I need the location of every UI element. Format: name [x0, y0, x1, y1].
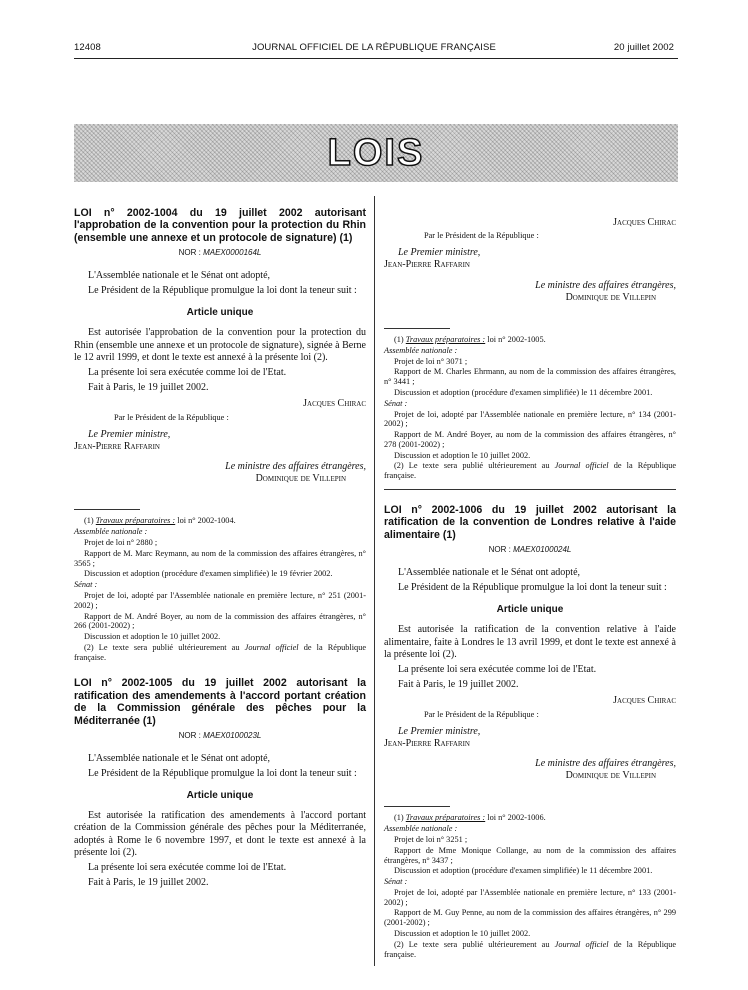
minister-title: Le ministre des affaires étrangères, — [535, 279, 676, 291]
article-text: Est autorisée l'approbation de la convention pour la protection du Rhin (ensemble une annexe et un protocole de signature), signée à Berne le 12 avril 1999, et dont le texte est annexé à la présente loi (2). — [74, 327, 366, 363]
execution-clause: La présente loi sera exécutée comme loi de l'Etat. — [88, 862, 287, 874]
preamble-adoption: L'Assemblée nationale et le Sénat ont adopté, — [398, 566, 581, 578]
prime-minister-name: Jean-Pierre Raffarin — [74, 440, 160, 452]
nor-code: MAEX0000164L — [203, 248, 262, 258]
footnote-item: Rapport de M. Marc Reymann, au nom de la commission des affaires étrangères, n° 3565 ; — [74, 548, 366, 568]
footnote-senate-heading: Sénat : — [384, 877, 408, 887]
footnote-rule — [384, 328, 450, 329]
law-2002-1005-continued — [384, 217, 676, 481]
article-heading: Article unique — [186, 307, 254, 319]
nor-reference: NOR : MAEX0100024L — [488, 545, 572, 555]
footnote-2: (2) Le texte sera publié ultérieurement au Journal officiel de la République française. — [74, 642, 367, 662]
right-column — [384, 217, 676, 960]
footnote-item: Discussion et adoption (procédure d'examen simplifiée) le 11 décembre 2001. — [394, 387, 653, 397]
column-divider — [374, 196, 375, 966]
article-text: Est autorisée la ratification des amendements à l'accord portant création de la Commission générale des pêches pour la Méditerranée, adoptés à Rome le 6 novembre 1997, et dont le texte est annexé à la présente loi (2). — [74, 810, 366, 858]
signature-president: Jacques Chirac — [613, 695, 676, 707]
footnote-assembly-heading: Assemblée nationale : — [384, 345, 458, 355]
section-band — [74, 124, 678, 182]
footnote-2: (2) Le texte sera publié ultérieurement au Journal officiel de la République française. — [384, 461, 677, 481]
header-rule — [74, 58, 678, 59]
signature-note: Par le Président de la République : — [424, 231, 539, 241]
footnote-item: Projet de loi, adopté par l'Assemblée nationale en première lecture, n° 251 (2001-2002) ; — [74, 590, 366, 610]
footnote-rule — [74, 509, 140, 510]
footnote-item: Discussion et adoption (procédure d'examen simplifiée) le 11 décembre 2001. — [394, 866, 653, 876]
place-date: Fait à Paris, le 19 juillet 2002. — [88, 877, 209, 889]
law-2002-1006 — [384, 504, 676, 959]
footnote-item: Discussion et adoption le 10 juillet 2002. — [394, 929, 531, 939]
footnotes — [384, 335, 676, 481]
preamble-promulgation: Le Président de la République promulgue la loi dont la teneur suit : — [398, 582, 667, 594]
footnote-senate-heading: Sénat : — [74, 580, 98, 590]
minister-name: Dominique de Villepin — [565, 291, 656, 303]
footnote-rule — [384, 806, 450, 807]
signature-president: Jacques Chirac — [613, 217, 676, 228]
law-title: LOI n° 2002-1006 du 19 juillet 2002 autorisant la ratification de la convention de Londres relative à l'aide alimentaire (1) — [384, 503, 676, 541]
footnote-item: Discussion et adoption le 10 juillet 2002. — [394, 450, 531, 460]
footnote-1-heading: (1) Travaux préparatoires : loi n° 2002-1005. — [394, 335, 546, 345]
minister-name: Dominique de Villepin — [255, 473, 346, 485]
footnote-senate-heading: Sénat : — [384, 398, 408, 408]
footnotes — [384, 813, 676, 959]
footnote-assembly-heading: Assemblée nationale : — [384, 824, 458, 834]
footnote-1-heading: (1) Travaux préparatoires : loi n° 2002-1004. — [84, 516, 236, 526]
left-column — [74, 207, 366, 892]
footnote-assembly-heading: Assemblée nationale : — [74, 527, 148, 537]
section-title: LOIS — [327, 132, 425, 174]
nor-reference: NOR : MAEX0100023L — [178, 730, 262, 740]
prime-minister-name: Jean-Pierre Raffarin — [384, 259, 470, 271]
footnote-item: Projet de loi n° 3071 ; — [394, 356, 468, 366]
footnote-item: Rapport de Mme Monique Collange, au nom de la commission des affaires étrangères, n° 3437 ; — [384, 845, 676, 865]
nor-code: MAEX0100024L — [513, 545, 572, 555]
footnote-item: Discussion et adoption le 10 juillet 2002. — [84, 632, 221, 642]
article-heading: Article unique — [186, 790, 254, 802]
footnote-item: Rapport de M. Guy Penne, au nom de la commission des affaires étrangères, n° 299 (2001-2002) ; — [384, 908, 676, 928]
law-title: LOI n° 2002-1005 du 19 juillet 2002 autorisant la ratification des amendements à l'accord portant création de la Commission générale des pêches pour la Méditerranée (1) — [74, 677, 366, 727]
footnote-item: Rapport de M. André Boyer, au nom de la commission des affaires étrangères, n° 266 (2001-2002) ; — [74, 611, 366, 631]
place-date: Fait à Paris, le 19 juillet 2002. — [88, 382, 209, 394]
footnote-item: Projet de loi n° 3251 ; — [394, 835, 468, 845]
footnotes — [74, 516, 366, 662]
signature-note: Par le Président de la République : — [424, 709, 539, 719]
preamble-promulgation: Le Président de la République promulgue la loi dont la teneur suit : — [88, 767, 357, 779]
preamble-promulgation: Le Président de la République promulgue la loi dont la teneur suit : — [88, 285, 357, 297]
minister-name: Dominique de Villepin — [565, 770, 656, 782]
article-text: Est autorisée la ratification de la convention relative à l'aide alimentaire, faite à Londres le 13 avril 1999, et dont le texte est annexé à la présente loi (2). — [384, 624, 676, 660]
law-2002-1004 — [74, 207, 366, 662]
footnote-item: Rapport de M. Charles Ehrmann, au nom de la commission des affaires étrangères, n° 3441 ; — [384, 367, 676, 387]
signature-note: Par le Président de la République : — [114, 412, 229, 422]
footnote-item: Projet de loi n° 2880 ; — [84, 538, 158, 548]
journal-title: JOURNAL OFFICIEL DE LA RÉPUBLIQUE FRANÇAISE — [252, 42, 496, 53]
prime-minister-title: Le Premier ministre, — [398, 725, 481, 737]
footnote-item: Projet de loi, adopté par l'Assemblée nationale en première lecture, n° 134 (2001-2002) ; — [384, 409, 676, 429]
prime-minister-title: Le Premier ministre, — [398, 247, 481, 259]
minister-title: Le ministre des affaires étrangères, — [535, 758, 676, 770]
footnote-2: (2) Le texte sera publié ultérieurement au Journal officiel de la République française. — [384, 939, 677, 959]
law-title: LOI n° 2002-1004 du 19 juillet 2002 autorisant l'approbation de la convention pour la protection du Rhin (ensemble une annexe et un protocole de signature) (1) — [74, 207, 366, 244]
signature-president: Jacques Chirac — [303, 398, 366, 410]
law-2002-1005 — [74, 677, 366, 889]
execution-clause: La présente loi sera exécutée comme loi de l'Etat. — [398, 664, 597, 676]
preamble-adoption: L'Assemblée nationale et le Sénat ont adopté, — [88, 752, 271, 764]
footnote-1-heading: (1) Travaux préparatoires : loi n° 2002-1006. — [394, 813, 546, 823]
execution-clause: La présente loi sera exécutée comme loi de l'Etat. — [88, 367, 287, 379]
prime-minister-name: Jean-Pierre Raffarin — [384, 737, 470, 749]
issue-date: 20 juillet 2002 — [613, 42, 674, 53]
prime-minister-title: Le Premier ministre, — [88, 428, 171, 440]
footnote-item: Discussion et adoption (procédure d'examen simplifiée) le 19 février 2002. — [84, 569, 333, 579]
preamble-adoption: L'Assemblée nationale et le Sénat ont adopté, — [88, 269, 271, 281]
minister-title: Le ministre des affaires étrangères, — [225, 461, 366, 473]
article-heading: Article unique — [496, 604, 564, 616]
nor-reference: NOR : MAEX0000164L — [178, 248, 262, 258]
footnote-item: Rapport de M. André Boyer, au nom de la commission des affaires étrangères, n° 278 (2001-2002) ; — [384, 430, 676, 449]
page-number: 12408 — [74, 42, 101, 53]
place-date: Fait à Paris, le 19 juillet 2002. — [398, 679, 519, 691]
nor-code: MAEX0100023L — [203, 730, 262, 740]
footnote-item: Projet de loi, adopté par l'Assemblée nationale en première lecture, n° 133 (2001-2002) ; — [384, 887, 676, 907]
